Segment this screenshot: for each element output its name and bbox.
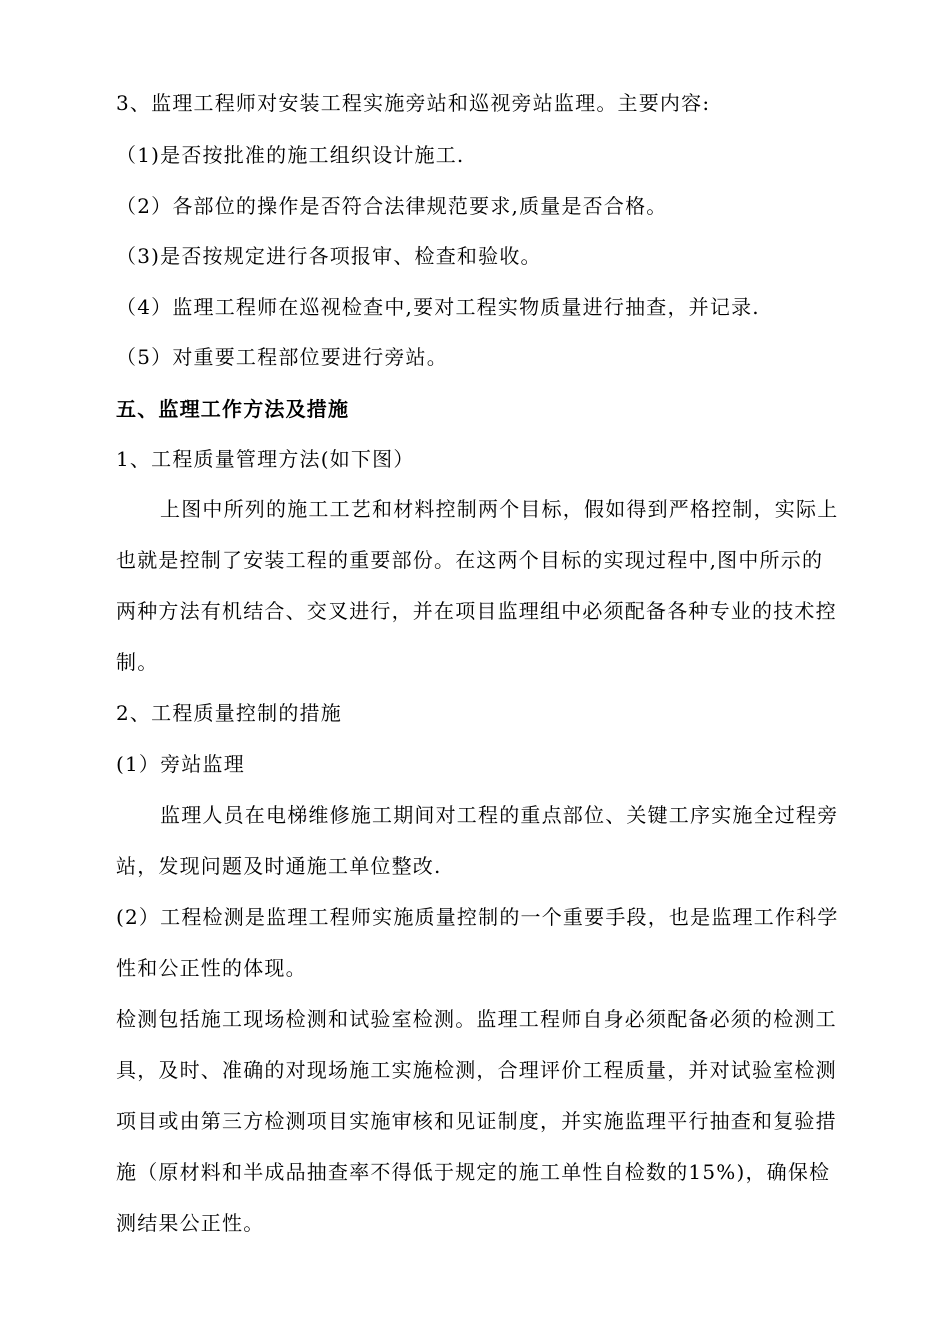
paragraph-line: 性和公正性的体现。 [116,956,307,980]
paragraph-line: 上图中所列的施工工艺和材料控制两个目标，假如得到严格控制，实际上 [160,497,839,521]
text-line: (1）旁站监理 [116,752,245,776]
paragraph-line: 施（原材料和半成品抽查率不得低于规定的施工单性自检数的15%)，确保检 [116,1160,831,1184]
text-line: （2）各部位的操作是否符合法律规范要求,质量是否合格。 [116,194,668,218]
paragraph-line: 制。 [116,650,159,674]
text-line: （4）监理工程师在巡视检查中,要对工程实物质量进行抽查，并记录. [116,295,760,319]
paragraph-line: (2）工程检测是监理工程师实施质量控制的一个重要手段，也是监理工作科学 [116,905,839,929]
paragraph-line: 也就是控制了安装工程的重要部份。在这两个目标的实现过程中,图中所示的 [116,548,824,572]
text-line: 2、工程质量控制的措施 [116,701,342,725]
paragraph-line: 测结果公正性。 [116,1211,265,1235]
section-heading: 五、监理工作方法及措施 [116,397,350,421]
paragraph-line: 两种方法有机结合、交叉进行，并在项目监理组中必须配备各种专业的技术控 [116,599,837,623]
text-line: 3、监理工程师对安装工程实施旁站和巡视旁站监理。主要内容: [116,91,711,115]
paragraph-line: 具，及时、准确的对现场施工实施检测，合理评价工程质量，并对试验室检测 [116,1058,837,1082]
text-line: 1、工程质量管理方法(如下图） [116,447,415,471]
text-line: （5）对重要工程部位要进行旁站。 [116,345,448,369]
paragraph-line: 站，发现问题及时通施工单位整改. [116,854,442,878]
text-line: （3)是否按规定进行各项报审、检查和验收。 [116,244,542,268]
text-line: （1)是否按批准的施工组织设计施工. [116,143,465,167]
paragraph-line: 监理人员在电梯维修施工期间对工程的重点部位、关键工序实施全过程旁 [160,803,839,827]
paragraph-line: 检测包括施工现场检测和试验室检测。监理工程师自身必须配备必须的检测工 [116,1007,837,1031]
paragraph-line: 项目或由第三方检测项目实施审核和见证制度，并实施监理平行抽查和复验措 [116,1109,837,1133]
